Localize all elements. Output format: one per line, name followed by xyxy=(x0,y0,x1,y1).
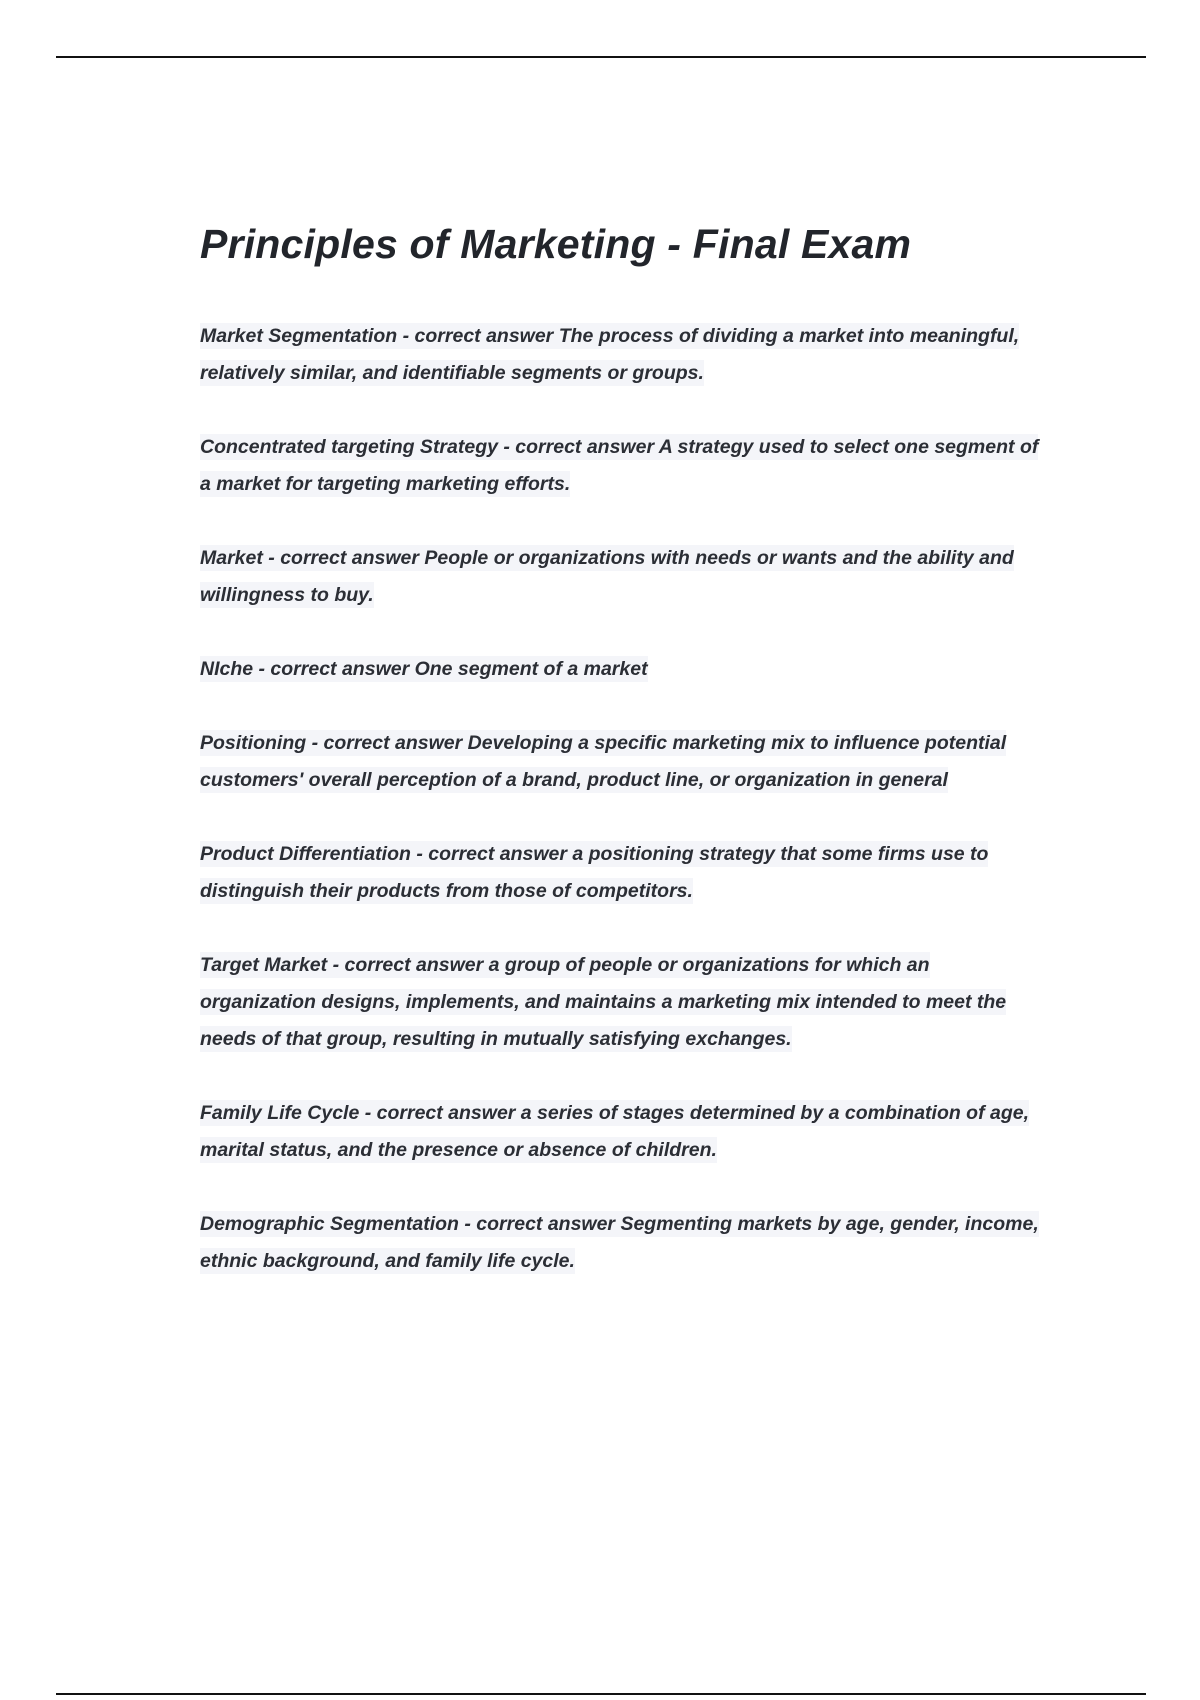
term-entry xyxy=(200,1206,1050,1280)
term-entry xyxy=(200,725,1050,799)
term-entry xyxy=(200,651,1050,688)
term-entry-text: Positioning - correct answer Developing a specific marketing mix to influence potential customers' overall perception of a brand, product line, or organization in general xyxy=(200,732,1007,791)
term-entry-text: Market - correct answer People or organizations with needs or wants and the ability and willingness to buy. xyxy=(200,547,1014,606)
term-entry xyxy=(200,429,1050,503)
term-entry xyxy=(200,947,1050,1058)
term-entry-text: Demographic Segmentation - correct answer Segmenting markets by age, gender, income, ethnic background, and family life cycle. xyxy=(200,1213,1039,1272)
document-body xyxy=(200,215,1050,1317)
term-entry-text: Concentrated targeting Strategy - correct answer A strategy used to select one segment of a market for targeting marketing efforts. xyxy=(200,436,1039,495)
term-entry-text: Target Market - correct answer a group of people or organizations for which an organization designs, implements, and maintains a marketing mix intended to meet the needs of that group, resulting in mutually satisfying exchanges. xyxy=(200,954,1007,1050)
document-title: Principles of Marketing - Final Exam xyxy=(200,221,912,267)
term-entry-text: Market Segmentation - correct answer The process of dividing a market into meaningful, relatively similar, and identifiable segments or groups. xyxy=(200,325,1020,384)
term-entry xyxy=(200,318,1050,392)
term-entry-text: NIche - correct answer One segment of a market xyxy=(200,658,648,680)
top-rule xyxy=(56,56,1146,58)
bottom-rule xyxy=(56,1693,1146,1695)
term-entry xyxy=(200,540,1050,614)
term-entry xyxy=(200,1095,1050,1169)
term-list xyxy=(200,318,1050,1280)
term-entry-text: Family Life Cycle - correct answer a series of stages determined by a combination of age, marital status, and the presence or absence of children. xyxy=(200,1102,1030,1161)
term-entry-text: Product Differentiation - correct answer a positioning strategy that some firms use to distinguish their products from those of competitors. xyxy=(200,843,989,902)
term-entry xyxy=(200,836,1050,910)
